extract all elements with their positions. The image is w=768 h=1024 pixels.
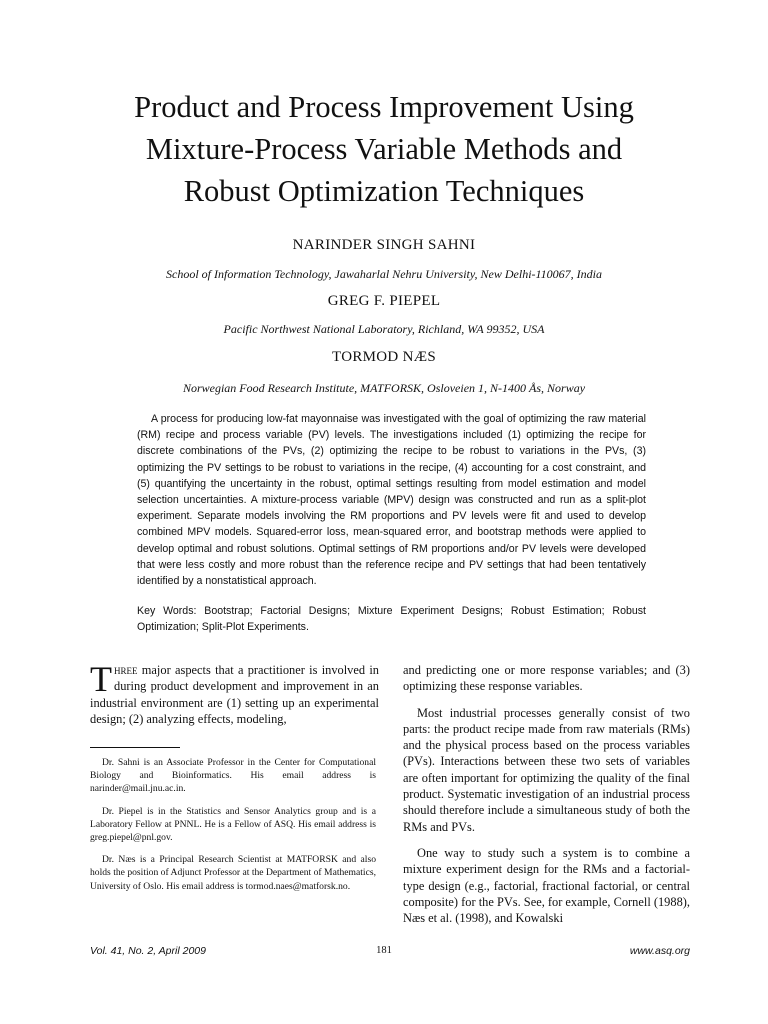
abstract-text: A process for producing low-fat mayonnaise was investigated with the goal of optimizing the raw material (RM) recipe and process variable (PV) levels. The investigations included (1) optimizing the recipe for discrete combinations of the PVs, (2) optimizing the recipe to be robust to variations in the PVs, (3) optimizing the PV settings to be robust to variations in the recipe, (4) accounting for a cost constraint, and (5) quantifying the uncertainty in the robust, optimal settings resulting from model estimation and model selection uncertainties. A mixture-process variable (MPV) design was constructed and run as a split-plot experiment. Separate models involving the RM proportions and PV levels were fit and used to develop combined MPV models. Squared-error loss, mean-squared error, and bootstrap methods were applied to develop optimal and robust solutions. Optimal settings of RM proportions and/or PV levels were developed that were less costly and more robust than the reference recipe and PV settings that had been tentatively identified by a nonstatistical approach. (137, 413, 646, 588)
right-paragraph-2: Most industrial processes generally consist of two parts: the product recipe made from raw materials (RMs) and the physical process based on the process variables (PVs). Interactions between these two sets of variables are often important for optimizing the quality of the final product. Systematic investigation of an industrial process should therefore include a simultaneous study of both the RMs and PVs. (403, 705, 690, 834)
footnote-sahni: Dr. Sahni is an Associate Professor in the Center for Computational Biology and Bioinformatics. His email address is narinder@mail.jnu.ac.in. (90, 757, 376, 795)
author-name-3: TORMOD NÆS (332, 349, 436, 365)
footnote-rule (90, 747, 180, 748)
journal-url: www.asq.org (629, 945, 690, 957)
author-affiliation-1: School of Information Technology, Jawaharlal Nehru University, New Delhi-110067, India (166, 267, 602, 281)
footnote-piepel: Dr. Piepel is in the Statistics and Sensor Analytics group and is a Laboratory Fellow at PNNL. He is a Fellow of ASQ. His email address is greg.piepel@pnl.gov. (90, 805, 376, 844)
right-paragraph-1: and predicting one or more response variables; and (3) optimizing these response variables. (403, 663, 690, 694)
title-line-2: Mixture-Process Variable Methods and (145, 132, 623, 166)
author-affiliation-3: Norwegian Food Research Institute, MATFORSK, Osloveien 1, N-1400 Ås, Norway (182, 381, 586, 395)
title-line-1: Product and Process Improvement Using (134, 90, 634, 124)
lead-word: hree (114, 663, 138, 677)
author-affiliation-2: Pacific Northwest National Laboratory, Richland, WA 99352, USA (223, 322, 545, 336)
abstract (137, 411, 646, 636)
footnote-naes: Dr. Næs is a Principal Research Scientist at MATFORSK and also holds the position of Adjunct Professor at the Department of Mathematics, University of Oslo. His email address is tormod.naes@matforsk.no. (90, 854, 376, 892)
paper-title (40, 86, 728, 212)
body-right-column (403, 662, 690, 926)
author-name-1: NARINDER SINGH SAHNI (292, 237, 476, 253)
page-number: 181 (376, 945, 392, 956)
body-left-column (90, 659, 379, 727)
keywords: Key Words: Bootstrap; Factorial Designs; Mixture Experiment Designs; Robust Estimation; Robust Optimization; Split-Plot Experiments. (137, 605, 646, 634)
journal-issue: Vol. 41, No. 2, April 2009 (90, 945, 206, 957)
right-paragraph-3: One way to study such a system is to combine a mixture experiment design for the RMs and a factorial-type design (e.g., factorial, fractional factorial, or central composite) for the PVs. See, for example, Cornell (1988), Næs et al. (1998), and Kowalski (403, 845, 690, 926)
drop-cap: T (90, 659, 112, 699)
author-name-2: GREG F. PIEPEL (327, 293, 441, 309)
left-column-text: major aspects that a practitioner is involved in during product development and improvement in an industrial environment are (1) setting up an experimental design; (2) analyzing effects, modeling, (90, 663, 379, 726)
footnotes (90, 756, 376, 902)
title-line-3: Robust Optimization Techniques (183, 174, 585, 208)
